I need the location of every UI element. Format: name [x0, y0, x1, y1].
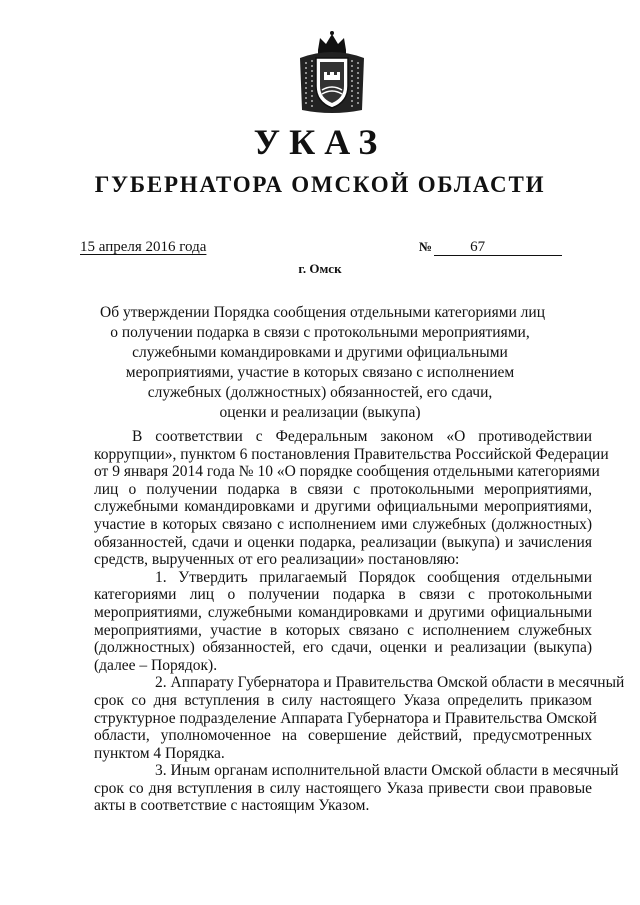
body-line: срок со дня вступления в силу настоящего Указа определить приказом — [94, 691, 592, 709]
document-heading — [100, 303, 546, 423]
number-sign: № — [419, 239, 433, 254]
document-date: 15 апреля 2016 года — [80, 239, 207, 255]
body-line: (далее – Порядок). — [94, 656, 218, 674]
body-line: лиц о получении подарка в связи с протокольными мероприятиями, — [94, 480, 592, 498]
body-line: служебными командировками и другими официальными мероприятиями, — [94, 498, 592, 516]
body-line: участие в которых связано с исполнением ими служебных (должностных) — [94, 515, 592, 533]
coat-of-arms-icon — [296, 28, 368, 114]
heading-line: о получении подарка в связи с протокольными мероприятиями, — [110, 324, 530, 341]
document-number: 67 — [434, 239, 562, 256]
body-line: категориями лиц о получении подарка в связи с протокольными — [94, 586, 592, 604]
body-line: В соответствии с Федеральным законом «О противодействии — [132, 428, 592, 445]
heading-line: служебных (должностных) обязанностей, его сдачи, — [147, 384, 493, 401]
body-line: области, уполномоченное на совершение действий, предусмотренных — [94, 727, 592, 745]
heading-line: мероприятиями, участие в которых связано с исполнением — [125, 364, 515, 381]
heading-line: служебными командировками и другими официальными — [132, 344, 508, 361]
document-number-field — [419, 238, 562, 256]
body-line: обязанностей, сдачи и оценки подарка, реализации (выкупа) и зачисления — [94, 533, 592, 551]
body-line: коррупции», пунктом 6 постановления Правительства Российской Федерации — [94, 445, 609, 463]
body-line: мероприятиями, служебными командировками и другими официальными — [94, 603, 592, 621]
body-line: 2. Аппарату Губернатора и Правительства Омской области в месячный — [155, 674, 625, 692]
document-issuer: ГУБЕРНАТОРА ОМСКОЙ ОБЛАСТИ — [94, 172, 546, 197]
body-line: средств, вырученных от его реализации» постановляю: — [94, 551, 460, 569]
body-line: акты в соответствие с настоящим Указом. — [94, 797, 370, 815]
body-line: пунктом 4 Порядка. — [94, 744, 225, 762]
body-line: 3. Иным органам исполнительной власти Омской области в месячный — [155, 762, 619, 780]
heading-line: оценки и реализации (выкупа) — [219, 404, 421, 421]
body-line: срок со дня вступления в силу настоящего Указа привести свои правовые — [94, 779, 592, 797]
body-line: мероприятиями, участие в которых связано с исполнением служебных — [94, 621, 592, 639]
body-line: (должностных) обязанностей, его сдачи, оценки и реализации (выкупа) — [94, 639, 592, 657]
body-line: 1. Утвердить прилагаемый Порядок сообщения отдельными — [155, 568, 592, 586]
document-city: г. Омск — [298, 261, 342, 276]
body-line: структурное подразделение Аппарата Губернатора и Правительства Омской — [94, 709, 597, 727]
document-body — [94, 428, 625, 815]
heading-line: Об утверждении Порядка сообщения отдельными категориями лиц — [100, 304, 546, 321]
body-line: от 9 января 2014 года № 10 «О порядке сообщения отдельными категориями — [94, 463, 600, 481]
document-title: УКАЗ — [253, 122, 387, 162]
